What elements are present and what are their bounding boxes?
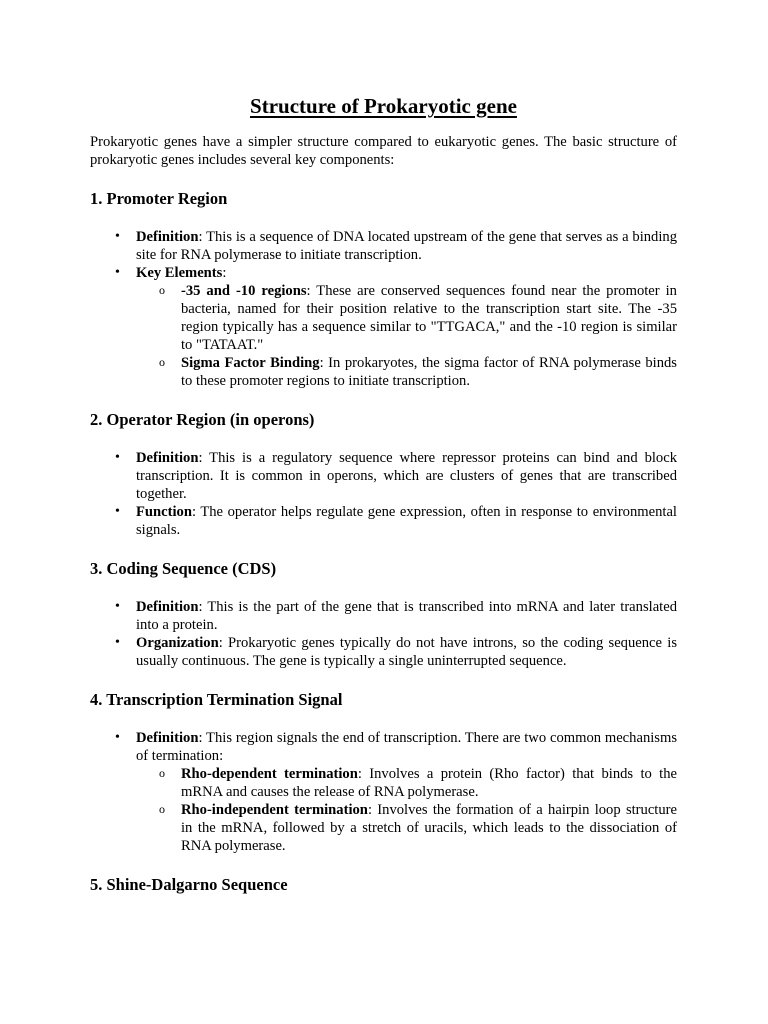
item-term: Function	[136, 504, 192, 520]
sub-bullet-list	[136, 765, 677, 855]
list-item	[136, 598, 677, 634]
item-text: : This is a regulatory sequence where repressor proteins can bind and block transcription. It is common in operons, which are clusters of genes that are transcribed together.	[136, 450, 677, 502]
sub-list-item	[181, 354, 677, 390]
item-text: : This is the part of the gene that is transcribed into mRNA and later translated into a protein.	[136, 599, 677, 633]
item-term: Organization	[136, 635, 219, 651]
list-item	[136, 449, 677, 503]
sub-list-item	[181, 765, 677, 801]
item-text: :	[222, 265, 227, 281]
item-term: Definition	[136, 599, 199, 615]
list-item	[136, 503, 677, 539]
subitem-term: Rho-dependent termination	[181, 766, 358, 782]
page-title: Structure of Prokaryotic gene	[250, 94, 517, 118]
subitem-text: : These are conserved sequences found near the promoter in bacteria, named for their position relative to the transcription start site. The -35 region typically has a sequence similar to "TTGACA," and the -10 region is similar to "TATAAT."	[181, 283, 677, 353]
item-text: : Prokaryotic genes typically do not have introns, so the coding sequence is usually continuous. The gene is typically a single uninterrupted sequence.	[136, 635, 677, 669]
list-item	[136, 264, 677, 390]
subitem-term: Rho-independent termination	[181, 802, 368, 818]
subitem-term: -35 and -10 regions	[181, 283, 307, 299]
item-text: : This region signals the end of transcription. There are two common mechanisms of termination:	[136, 730, 677, 764]
bullet-list	[90, 228, 677, 390]
section-heading: 1. Promoter Region	[90, 189, 228, 208]
sub-bullet-list	[136, 282, 677, 390]
subitem-text: : Involves the formation of a hairpin loop structure in the mRNA, followed by a stretch of uracils, which leads to the dissociation of RNA polymerase.	[181, 802, 677, 854]
sections-container	[90, 188, 677, 896]
subitem-text: : Involves a protein (Rho factor) that binds to the mRNA and causes the release of RNA polymerase.	[181, 766, 677, 800]
item-term: Definition	[136, 730, 199, 746]
item-text: : This is a sequence of DNA located upstream of the gene that serves as a binding site for RNA polymerase to initiate transcription.	[136, 229, 677, 263]
item-term: Definition	[136, 450, 199, 466]
document-page	[90, 92, 677, 914]
subitem-term: Sigma Factor Binding	[181, 355, 320, 371]
list-item	[136, 634, 677, 670]
section-heading: 5. Shine-Dalgarno Sequence	[90, 875, 288, 894]
list-item	[136, 228, 677, 264]
bullet-list	[90, 598, 677, 670]
section-heading: 2. Operator Region (in operons)	[90, 410, 315, 429]
subitem-text: : In prokaryotes, the sigma factor of RNA polymerase binds to these promoter regions to initiate transcription.	[181, 355, 677, 389]
bullet-list	[90, 729, 677, 855]
section-heading: 3. Coding Sequence (CDS)	[90, 559, 277, 578]
sub-list-item	[181, 801, 677, 855]
section-heading: 4. Transcription Termination Signal	[90, 690, 343, 709]
item-text: : The operator helps regulate gene expression, often in response to environmental signals.	[136, 504, 677, 538]
item-term: Definition	[136, 229, 199, 245]
list-item	[136, 729, 677, 855]
sub-list-item	[181, 282, 677, 354]
intro-paragraph: Prokaryotic genes have a simpler structure compared to eukaryotic genes. The basic structure of prokaryotic genes includes several key components:	[90, 134, 677, 168]
item-term: Key Elements	[136, 265, 223, 281]
bullet-list	[90, 449, 677, 539]
